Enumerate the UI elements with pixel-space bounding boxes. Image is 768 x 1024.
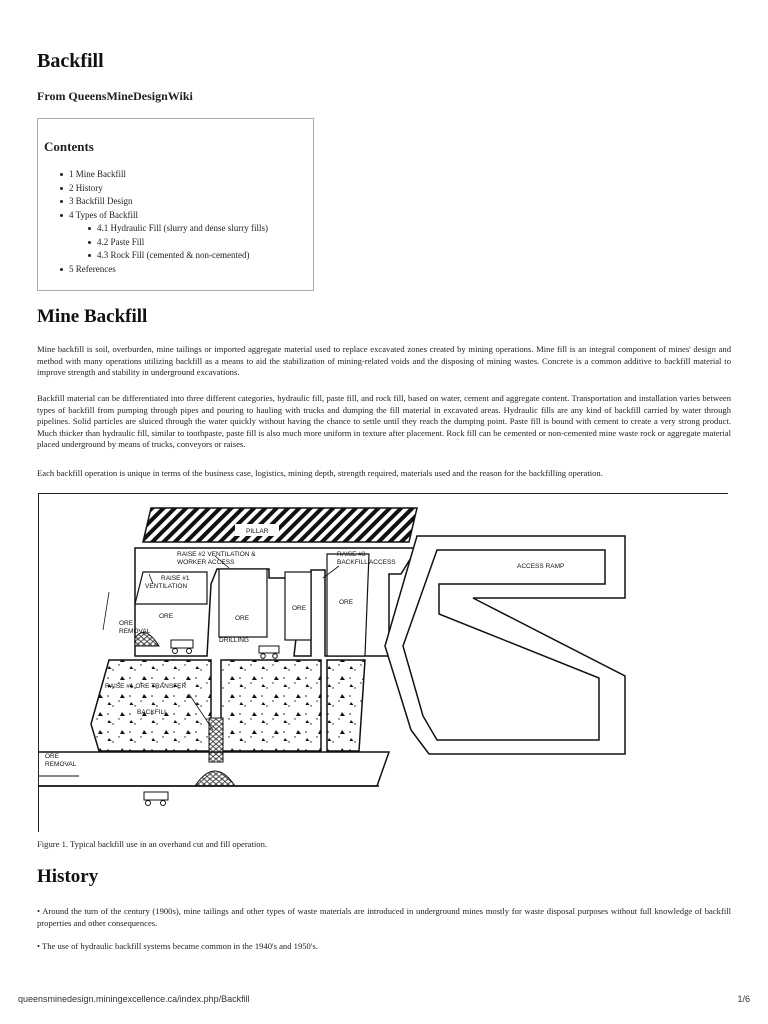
toc-item-hydraulic-fill[interactable]: 4.1 Hydraulic Fill (slurry and dense slurry fills): [88, 222, 268, 236]
paragraph-categories: Backfill material can be differentiated into three different categories, hydraulic fill, paste fill, and rock fill, based on water, cement and aggregate content. Transportation and installation varies between types of backfill from pumping through pipes and pouring to hauling with trucks and dumping the fill material in excavated areas. Hydraulic fills are any kind of backfill carried by water through pipelines. Solid particles are sluiced through the water quickly without having the chance to settle until they reach the dumping point. Paste fill is bound with cement to create a very strong product. Much thicker than hydraulic fill, similar to toothpaste, paste fill is also much more uniform in texture after placement. Rock fill can be cemented or non-cemented mine waste rock or aggregate material placed underground by means of trucks, conveyors or raises.: [37, 393, 731, 449]
paragraph-unique: Each backfill operation is unique in terms of the business case, logistics, mining depth, strength required, materials used and the reason for the backfilling operation.: [37, 468, 603, 478]
page-subtitle: From QueensMineDesignWiki: [37, 89, 193, 103]
footer-page-number: 1/6: [737, 994, 750, 1004]
backfill-zone-middle: [221, 660, 321, 751]
backfill-zone-left: [91, 660, 211, 751]
toc-item-backfill-design[interactable]: 3 Backfill Design: [60, 195, 268, 209]
label-ore-removal-lower-2: REMOVAL: [45, 761, 77, 768]
backfill-diagram: [38, 493, 728, 832]
label-pillar: PILLAR: [246, 528, 269, 535]
label-ore-1: ORE: [159, 613, 174, 620]
backfill-diagram-svg: [39, 494, 729, 833]
backfill-zone-right: [327, 660, 365, 751]
label-backfill: BACKFILL: [137, 709, 168, 716]
label-raise1-line1: RAISE #1: [161, 575, 190, 582]
label-raise3-line1: RAISE #3: [337, 551, 366, 558]
label-ore-4: ORE: [339, 599, 354, 606]
paragraph-intro: Mine backfill is soil, overburden, mine tailings or imported aggregate material used to replace excavated zones created by mining operations. Mine fill is an integral component of mines' design and method with many operations utilizing backfill as a means to aid the stabilization of mining-related voids and the disposing of mining wastes. Concrete is a common additive to backfill material to improve strength and stability in underground excavations.: [37, 344, 731, 377]
toc-item-mine-backfill[interactable]: 1 Mine Backfill: [60, 168, 268, 182]
label-raise1-line2: VENTILATION: [145, 583, 188, 590]
label-raise2-line2: WORKER ACCESS: [177, 559, 235, 566]
page-title: Backfill: [37, 50, 104, 72]
label-raise1-ore-transfer: RAISE #1 ORE TRANSFER: [105, 683, 187, 690]
toc-item-types-of-backfill[interactable]: 4 Types of Backfill: [60, 209, 268, 223]
label-ore-removal-lower-1: ORE: [45, 753, 60, 760]
label-raise2-line1: RAISE #2 VENTILATION &: [177, 551, 256, 558]
footer-url: queensminedesign.miningexcellence.ca/index.php/Backfill: [18, 994, 250, 1004]
history-bullet-1: • Around the turn of the century (1900s), mine tailings and other types of waste materials are introduced in underground mines mostly for waste disposal purposes without full knowledge of backfill properties and other consequences.: [37, 906, 731, 928]
toc-item-rock-fill[interactable]: 4.3 Rock Fill (cemented & non-cemented): [88, 249, 268, 263]
label-ore-removal-upper-1: ORE: [119, 620, 134, 627]
table-of-contents: [37, 118, 314, 291]
toc-item-references[interactable]: 5 References: [60, 263, 268, 277]
label-access-ramp: ACCESS RAMP: [517, 563, 565, 570]
toc-list: [60, 168, 268, 276]
label-ore-2: ORE: [235, 615, 250, 622]
history-bullet-2: • The use of hydraulic backfill systems became common in the 1940's and 1950's.: [37, 941, 318, 951]
label-ore-3: ORE: [292, 605, 307, 612]
section-heading-history: History: [37, 866, 99, 887]
toc-item-history[interactable]: 2 History: [60, 182, 268, 196]
label-drilling: DRILLING: [219, 637, 249, 644]
label-raise3-line2: BACKFILL ACCESS: [337, 559, 396, 566]
figure-caption: Figure 1. Typical backfill use in an overhand cut and fill operation.: [37, 839, 268, 849]
pillar-zone: [143, 508, 417, 542]
toc-heading: Contents: [44, 139, 94, 154]
label-ore-removal-upper-2: REMOVAL: [119, 628, 151, 635]
toc-item-paste-fill[interactable]: 4.2 Paste Fill: [88, 236, 268, 250]
section-heading-mine-backfill: Mine Backfill: [37, 306, 148, 327]
